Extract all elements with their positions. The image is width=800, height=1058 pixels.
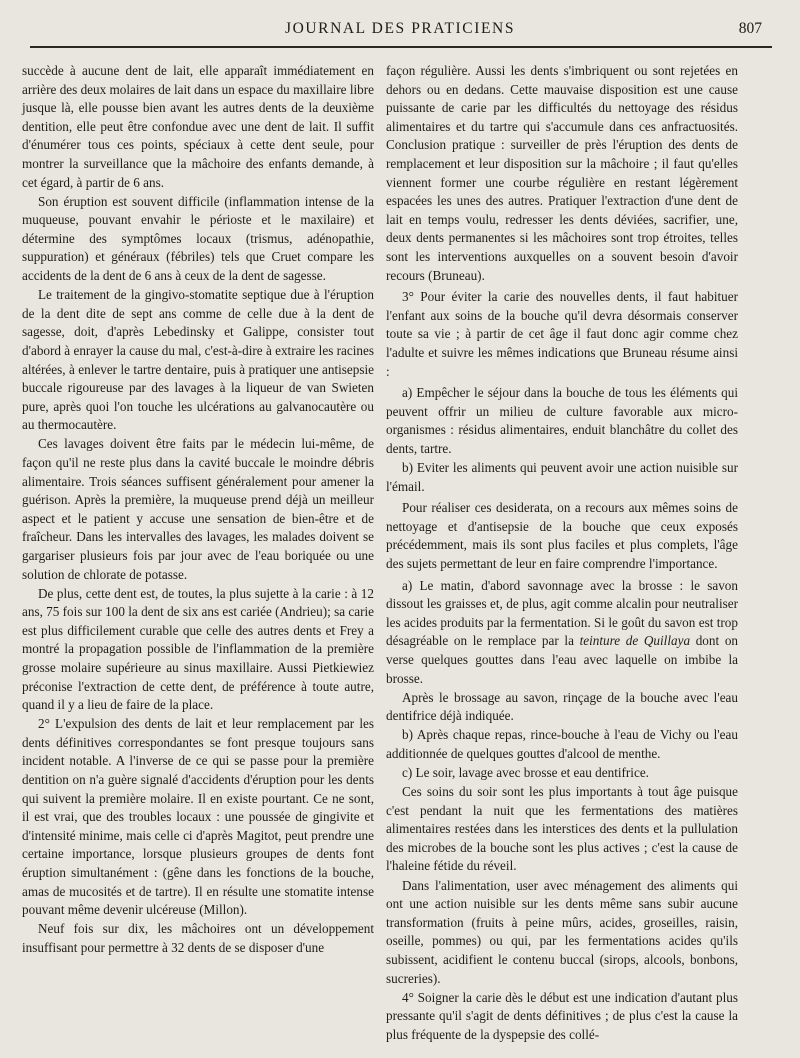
list-item-b: b) Après chaque repas, rince-bouche à l'eau de Vichy ou l'eau additionnée de quelques gouttes d'alcool de menthe. [386, 727, 738, 761]
page-number: 807 [738, 20, 762, 37]
paragraph: Après le brossage au savon, rinçage de la bouche avec l'eau dentifrice déjà indiquée. [386, 689, 738, 724]
paragraph: succède à aucune dent de lait, elle apparaît immédiatement en arrière des deux molaires de lait dans un espace du maxillaire libre jusque là, elle pousse bien avant les autres dents de la deuxième dentition, elle peut être confondue avec une dent de lait. Il suffit d'énumérer tous ces points, spéciaux à cette dent seule, pour montrer la surveillance que la mâchoire des enfants demande, à cet égard, à partir de 6 ans. [22, 63, 374, 190]
paragraph: Ces soins du soir sont les plus importants à tout âge puisque c'est pendant la nuit que les fermentations des matières alimentaires restées dans les interstices des dents et la pullulation des microbes de la bouche sont les plus actives ; c'est la cause de l'haleine fétide du réveil. [386, 784, 738, 874]
text-run: a) Le matin, d'abord savonnage avec la brosse : le savon dissout les graisses et, de plus, agit comme alcalin pour neutraliser les acides produits par la fermentation. Si le goût du savon est trop désagréable on le remplace par la [386, 577, 738, 649]
paragraph: façon régulière. Aussi les dents s'imbriquent ou sont rejetées en dehors ou en dedans. Cette mauvaise disposition est une cause puissante de carie par les difficultés du nettoyage des résidus alimentaires et du tartre qui s'accumule dans ces anfractuosités. Conclusion pratique : surveiller de près l'éruption des dents de remplacement et leur disposition sur la mâchoire ; il faut qu'elles viennent former une courbe régulière en restant légèrement espacées les unes des autres. Pratiquer l'extraction d'une dent de lait en temps voulu, redresser les dents déviées, sacrifier, une, deux dents permanentes si les mâchoires sont trop étroites, telles sont les interventions auxquelles on a souvent besoin d'avoir recours (Bruneau). [386, 63, 738, 283]
paragraph: 3° Pour éviter la carie des nouvelles dents, il faut habituer l'enfant aux soins de la bouche qu'il devra désormais conserver toute sa vie ; à partir de cet âge il faut donc agir comme chez l'adulte et suivre les mêmes indications que Bruneau résume ainsi : [386, 289, 738, 379]
text-run: dont on verse quelques gouttes dans l'eau avec laquelle on imbibe la brosse. [386, 633, 739, 686]
list-item-a: a) Empêcher le séjour dans la bouche de tous les éléments qui peuvent offrir un milieu de culture favorable aux micro-organismes : résidus alimentaires, enduit blanchâtre du collet des dents, tartre. [386, 385, 738, 456]
running-title: JOURNAL DES PRATICIENS [284, 20, 516, 37]
italic-term: teinture de Quillaya [579, 633, 691, 649]
list-item-c: c) Le soir, lavage avec brosse et eau dentifrice. [402, 764, 649, 780]
paragraph: Dans l'alimentation, user avec ménagement des aliments qui ont une action nuisible sur les dents même sans subir aucune transformation (fruits à peine mûrs, acides, groseilles, raisin, oseille, pommes) ou qui, par les fermentations acides qu'ils subissent, acidifient le contenu buccal (sirops, alcools, bonbons, sucreries). [386, 877, 738, 986]
left-column [22, 62, 374, 958]
paragraph: 4° Soigner la carie dès le début est une indication d'autant plus pressante qu'il s'agit de dents définitives ; de plus c'est la cause la plus fréquente de la dyspepsie des collé- [386, 989, 738, 1042]
right-column [386, 62, 738, 1045]
paragraph-with-italic [386, 577, 738, 689]
paragraph: Neuf fois sur dix, les mâchoires ont un développement insuffisant pour permettre à 32 dents de se disposer d'une [22, 921, 374, 955]
paragraph: De plus, cette dent est, de toutes, la plus sujette à la carie : à 12 ans, 75 fois sur 100 la dent de six ans est cariée (Andrieu); sa carie est plus difficilement curable que celle des autres dents et Frey a montré la propagation possible de l'inflammation de la première grosse molaire supérieure au sinus maxillaire. Aussi Pietkiewiez préconise l'extraction de cette dent, de préférence à toute autre, quand il y a lieu de faire de la place. [22, 585, 374, 713]
paragraph: Son éruption est souvent difficile (inflammation intense de la muqueuse, pouvant envahir le périoste et le maxilaire) et détermine des symptômes locaux (trismus, adénopathie, suppuration) et généraux (fébriles) tels que Cruet compare les accidents de la dent de 6 ans à ceux de la dent de sagesse. [22, 193, 374, 284]
paragraph: Le traitement de la gingivo-stomatite septique due à l'éruption de la dent dite de sept ans comme de celle due à la dent de sagesse, doit, d'après Lebedinsky et Galippe, consister tout d'abord à enrayer la cause du mal, c'est-à-dire à extraire les racines altérées, à enlever le tartre dentaire, puis à pratiquer une antisepsie buccale rigoureuse par des lavages à la liqueur de van Swieten pure, après quoi l'on touche les ulcérations au galvanocautère ou au thermocautère. [22, 287, 374, 433]
paragraph: Ces lavages doivent être faits par le médecin lui-même, de façon qu'il ne reste plus dans la cavité buccale le moindre débris alimentaire. Trois séances suffisent généralement pour amener la guérison. Après la première, la muqueuse prend déjà un meilleur aspect et le patient y accuse une sensation de bien-être et de fraîcheur. Dans les intervalles des lavages, les malades doivent se gargariser plusieurs fois par jour avec de l'eau boriquée ou une solution de chlorate de potasse. [22, 436, 374, 582]
paragraph: Pour réaliser ces desiderata, on a recours aux mêmes soins de nettoyage et d'antisepsie de la bouche que ceux exposés précédemment, mais ils sont plus faciles et plus complets, l'âge des sujets permettant de leur en faire comprendre l'importance. [386, 500, 738, 571]
header-rule [30, 46, 772, 48]
list-item-b: b) Eviter les aliments qui peuvent avoir une action nuisible sur l'émail. [386, 459, 738, 494]
paragraph: 2° L'expulsion des dents de lait et leur remplacement par les dents définitives correspondantes se font presque toujours sans incident notable. A l'inverse de ce qui se passe pour la première dentition on n'a guère signalé d'accidents d'éruption pour les dents qui suivent la première molaire. Il en existe pourtant. Ce ne sont, il est vrai, que des troubles locaux : une poussée de gingivite et d'intensité minime, mais celle ci d'après Magitot, peut prendre une certaine importance, lorsque plusieurs groupes de dents font éruption simultanément : (gêne dans les fonctions de la bouche, amas de mucosités et de tartre). Il en résulte une stomatite intense pouvant même devenir ulcéreuse (Millon). [22, 716, 374, 918]
page-header [30, 20, 770, 44]
